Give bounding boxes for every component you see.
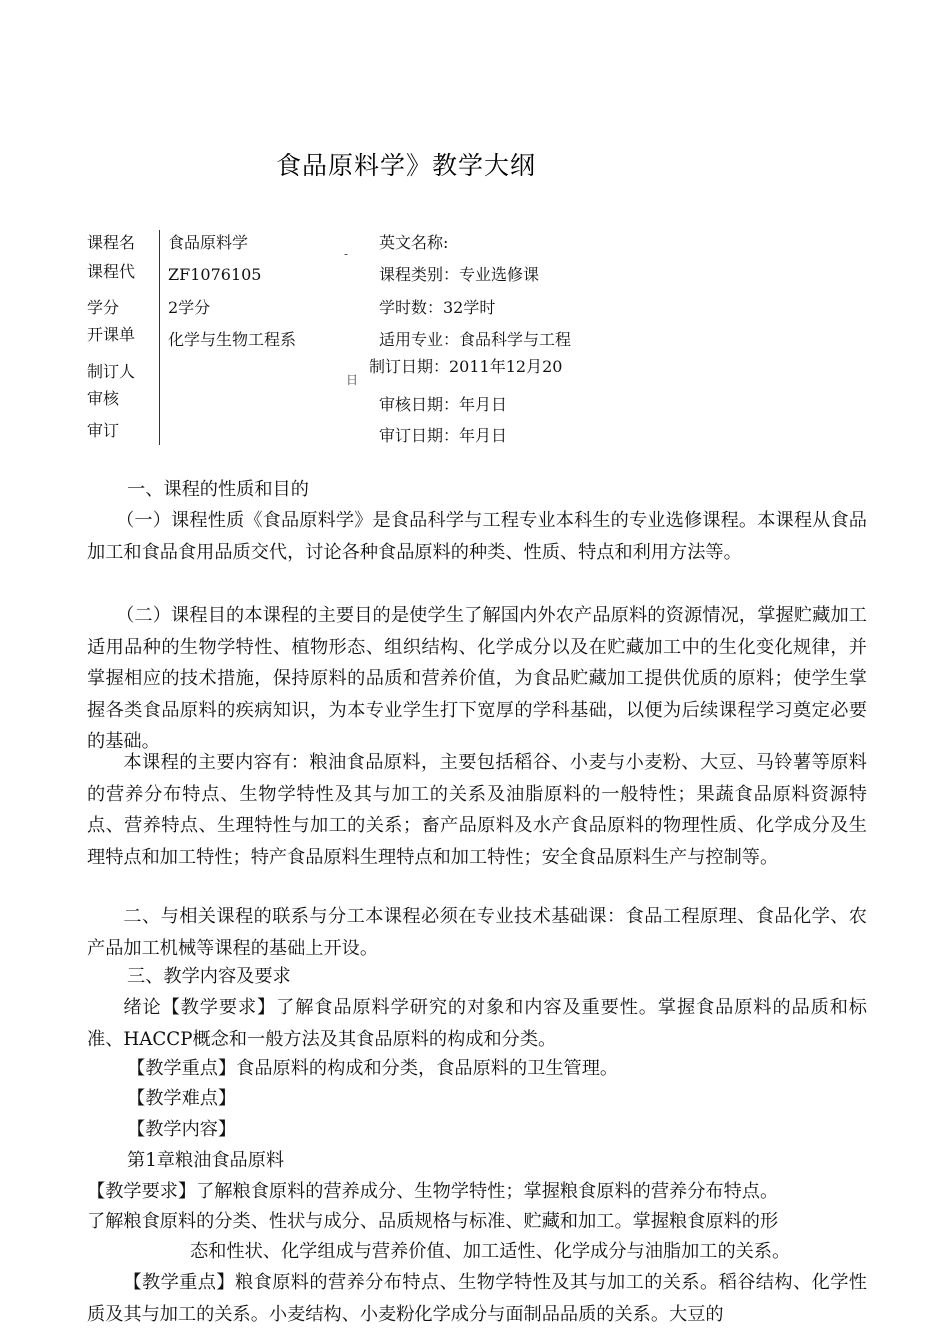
info-divider xyxy=(159,230,160,445)
course-category: 课程类别：专业选修课 xyxy=(379,265,540,284)
label-course-name: 课程名 xyxy=(87,233,136,252)
date-reviewed: 审核日期：年月日 xyxy=(379,395,508,414)
chapter-1-heading: 第1章粮油食品原料 xyxy=(127,1150,285,1171)
label-department: 开课单 xyxy=(87,325,136,344)
course-hours: 学时数：32学时 xyxy=(379,298,496,317)
stray-mark: - xyxy=(344,247,349,261)
date-created: 制订日期：2011年12月20 xyxy=(369,357,563,376)
value-department: 化学与生物工程系 xyxy=(168,330,297,349)
paragraph-course-nature: （一）课程性质《食品原料学》是食品科学与工程专业本科生的专业选修课程。本课程从食品加工和食品食用品质交代，讨论各种食品原料的种类、性质、特点和利用方法等。 xyxy=(87,510,867,563)
section-related-courses: 二、与相关课程的联系与分工本课程必须在专业技术基础课：食品工程原理、食品化学、农产品加工机械等课程的基础上开设。 xyxy=(87,906,867,959)
value-course-name: 食品原料学 xyxy=(168,233,249,252)
section-heading-1: 一、课程的性质和目的 xyxy=(127,479,309,500)
section-heading-3: 三、教学内容及要求 xyxy=(127,966,291,987)
value-credits: 2学分 xyxy=(168,298,211,317)
label-approver: 审订 xyxy=(87,421,120,440)
paragraph-main-content: 本课程的主要内容有：粮油食品原料，主要包括稻谷、小麦与小麦粉、大豆、马铃薯等原料的营养分布特点、生物学特性及其与加工的关系及油脂原料的一般特性；果蔬食品原料资源特点、营养特点、生理特性与加工的关系；畜产品原料及水产食品原料的物理性质、化学成分及生理特点和加工特性；特产食品原料生理特点和加工特性；安全食品原料生产与控制等。 xyxy=(87,752,867,868)
chapter-1-requirements: 【教学要求】了解粮食原料的营养成分、生物学特性；掌握粮食原料的营养分布特点。 xyxy=(87,1181,779,1202)
label-author: 制订人 xyxy=(87,362,136,381)
intro-key-points: 【教学重点】食品原料的构成和分类，食品原料的卫生管理。 xyxy=(127,1058,619,1079)
document-title: 食品原料学》教学大纲 xyxy=(276,151,537,180)
intro-content: 【教学内容】 xyxy=(127,1119,237,1140)
intro-difficulties: 【教学难点】 xyxy=(127,1088,237,1109)
label-credits: 学分 xyxy=(87,298,120,317)
date-approved: 审订日期：年月日 xyxy=(379,426,508,445)
stray-mark: 日 xyxy=(346,373,359,387)
english-name: 英文名称: xyxy=(379,233,449,252)
applicable-major: 适用专业：食品科学与工程 xyxy=(379,330,572,349)
chapter-1-requirements-cont: 了解粮食原料的分类、性状与成分、品质规格与标准、贮藏和加工。掌握粮食原料的形 xyxy=(87,1211,779,1232)
chapter-1-key-points: 【教学重点】粮食原料的营养分布特点、生物学特性及其与加工的关系。稻谷结构、化学性质及其与加工的关系。小麦结构、小麦粉化学成分与面制品品质的关系。大豆的 xyxy=(87,1272,867,1325)
paragraph-course-purpose: （二）课程目的本课程的主要目的是使学生了解国内外农产品原料的资源情况，掌握贮藏加工适用品种的生物学特性、植物形态、组织结构、化学成分以及在贮藏加工中的生化变化规律，并掌握相应的技术措施，保持原料的品质和营养价值，为食品贮藏加工提供优质的原料；使学生掌握各类食品原料的疾病知识，为本专业学生打下宽厚的学科基础，以便为后续课程学习奠定必要的基础。 xyxy=(87,605,867,752)
label-reviewer: 审核 xyxy=(87,389,120,408)
value-course-code: ZF1076105 xyxy=(168,265,262,284)
label-course-code: 课程代 xyxy=(87,262,136,281)
paragraph-intro-requirements: 绪论【教学要求】了解食品原料学研究的对象和内容及重要性。掌握食品原料的品质和标准、HACCP概念和一般方法及其食品原料的构成和分类。 xyxy=(87,997,867,1050)
chapter-1-requirements-end: 态和性状、化学组成与营养价值、加工适性、化学成分与油脂加工的关系。 xyxy=(190,1241,791,1262)
